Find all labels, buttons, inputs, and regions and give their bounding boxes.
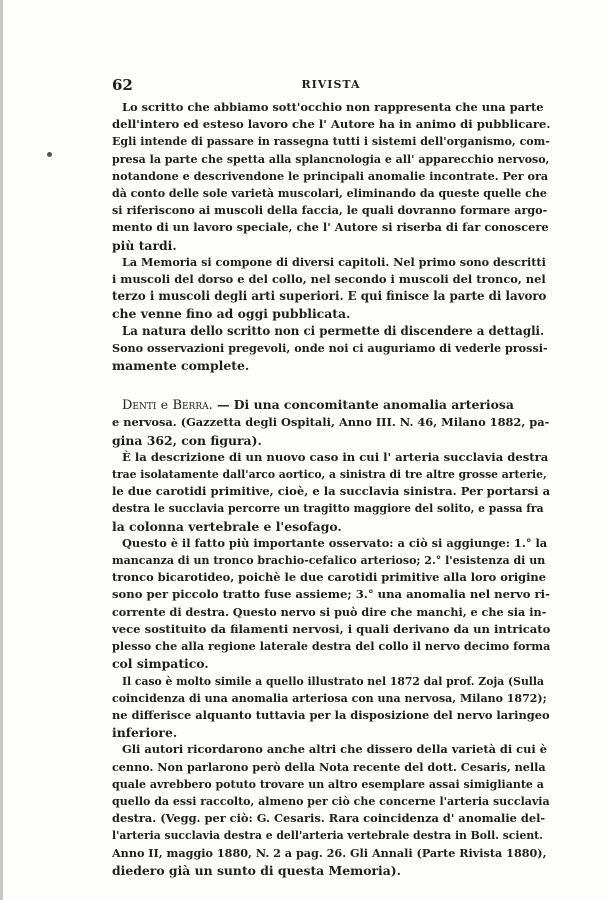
text-line: La natura dello scritto non ci permette di discendere a dettagli.	[122, 323, 545, 338]
text-line: trae isolatamente dall'arco aortico, a sinistra di tre altre grosse arterie,	[112, 468, 547, 482]
text-line: la colonna vertebrale e l'esofago.	[112, 518, 342, 534]
text-line: vece sostituito da filamenti nervosi, i quali derivano da un intricato	[112, 621, 550, 636]
text-line: presa la parte che spetta alla splancnologia e all' apparecchio nervoso,	[112, 152, 550, 166]
text-line: quello da essi raccolto, almeno per ciò che concerne l'arteria succlavia	[112, 794, 550, 808]
text-line: Anno II, maggio 1880, N. 2 a pag. 26. Gli Annali (Parte Rivista 1880),	[112, 845, 547, 860]
ink-speck	[47, 152, 52, 157]
text-line: cenno. Non parlarono però della Nota recente del dott. Cesaris, nella	[112, 759, 546, 774]
page-number: 62	[112, 76, 133, 94]
text-line: mancanza di un tronco brachio-cefalico arterioso; 2.° l'esistenza di un	[112, 554, 546, 568]
text-line: La Memoria si compone di diversi capitoli. Nel primo sono descritti	[122, 254, 546, 269]
text-line: sono per piccolo tratto fuse assieme; 3.° una anomalia nel nervo ri-	[112, 587, 550, 602]
running-head: RIVISTA	[301, 78, 361, 91]
text-line: plesso che alla regione laterale destra del collo il nervo decimo forma	[112, 639, 550, 654]
article-title-part2: e nervosa.	[112, 415, 177, 430]
text-line: che venne fino ad oggi pubblicata.	[112, 306, 351, 322]
text-line: Sono osservazioni pregevoli, onde noi ci auguriamo di vederle prossi-	[112, 340, 548, 355]
author-denti: Denti	[122, 398, 157, 414]
article-title-line	[112, 396, 550, 414]
text-line: inferiore.	[112, 725, 178, 741]
text-line: coincidenza di una anomalia arteriosa con una nervosa, Milano 1872);	[112, 691, 547, 705]
text-line: quale avrebbero potuto trovare un altro esemplare assai simigliante a	[112, 777, 544, 791]
paragraph-autori	[112, 741, 550, 879]
article-title-line-2	[112, 414, 550, 431]
page-header	[112, 76, 550, 96]
text-line: È la descrizione di un nuovo caso in cui l' arteria succlavia destra	[122, 449, 549, 464]
text-line: Egli intende di passare in rassegna tutti i sistemi dell'organismo, com-	[112, 135, 550, 149]
text-line: destra le succlavia percorre un tragitto maggiore del solito, e passa fra	[112, 502, 544, 516]
text-line: mento di un lavoro speciale, che l' Autore si riserba di far conoscere	[112, 220, 549, 235]
paragraph-fatto	[112, 535, 550, 673]
title-dash: —	[217, 397, 230, 413]
text-line: mamente complete.	[112, 358, 250, 374]
citation-part1: (Gazzetta degli Ospitali, Anno III. N. 46, Milano 1882, pa-	[180, 415, 550, 430]
text-line: terzo i muscoli degli arti superiori. E qui finisce la parte di lavoro	[112, 289, 547, 304]
text-line: notandone e descrivendone le principali anomalie incontrate. Per ora	[112, 168, 549, 183]
text-line: dà conto delle sole varietà muscolari, eliminando da queste quelle che	[112, 187, 547, 201]
page-body	[112, 99, 550, 879]
paragraph-memoria	[112, 254, 550, 323]
article-title-part1: Di una concomitante anomalia arteriosa	[233, 397, 514, 413]
text-line: destra. (Vegg. per ciò: G. Cesaris. Rara coincidenza d' anomalie del-	[112, 811, 546, 826]
text-line: dell'intero ed esteso lavoro che l' Autore ha in animo di pubblicare.	[112, 117, 550, 132]
text-line: l'arteria succlavia destra e dell'arteria vertebrale destra in Boll. scient.	[112, 829, 543, 843]
text-line: corrente di destra. Questo nervo si può dire che manchi, e che sia in-	[112, 604, 547, 619]
paragraph-caso	[112, 673, 550, 742]
article-heading	[112, 396, 550, 449]
text-line: Il caso è molto simile a quello illustrato nel 1872 dal prof. Zoja (Sulla	[122, 674, 545, 688]
section-gap	[112, 374, 550, 396]
text-line: diedero già un sunto di questa Memoria).	[112, 862, 401, 878]
text-line: Gli autori ricordarono anche altri che dissero della varietà di cui è	[122, 742, 547, 757]
text-line: tronco bicarotideo, poichè le due carotidi primitive alla loro origine	[112, 570, 546, 585]
text-line: ne differisce alquanto tuttavia per la disposizione del nervo laringeo	[112, 707, 550, 722]
text-line: Questo è il fatto più importante osservato: a ciò si aggiunge: 1.° la	[122, 535, 548, 550]
author-berra: Berra.	[172, 398, 213, 414]
text-line: le due carotidi primitive, cioè, e la succlavia sinistra. Per portarsi a	[112, 484, 550, 499]
author-conjunction: e	[160, 397, 169, 413]
citation-part2: gina 362, con figura).	[112, 432, 262, 448]
text-line: col simpatico.	[112, 656, 209, 672]
text-line: si riferiscono ai muscoli della faccia, le quali dovranno formare argo-	[112, 203, 548, 218]
text-line: più tardi.	[112, 237, 177, 253]
text-line: Lo scritto che abbiamo sott'occhio non rappresenta che una parte	[122, 100, 544, 114]
page-edge-shadow	[0, 0, 3, 900]
text-line: i muscoli del dorso e del collo, nel secondo i muscoli del tronco, nel	[112, 272, 546, 287]
paragraph-natura	[112, 323, 550, 375]
paragraph-descrizione	[112, 449, 550, 535]
paragraph-intro	[112, 99, 550, 254]
